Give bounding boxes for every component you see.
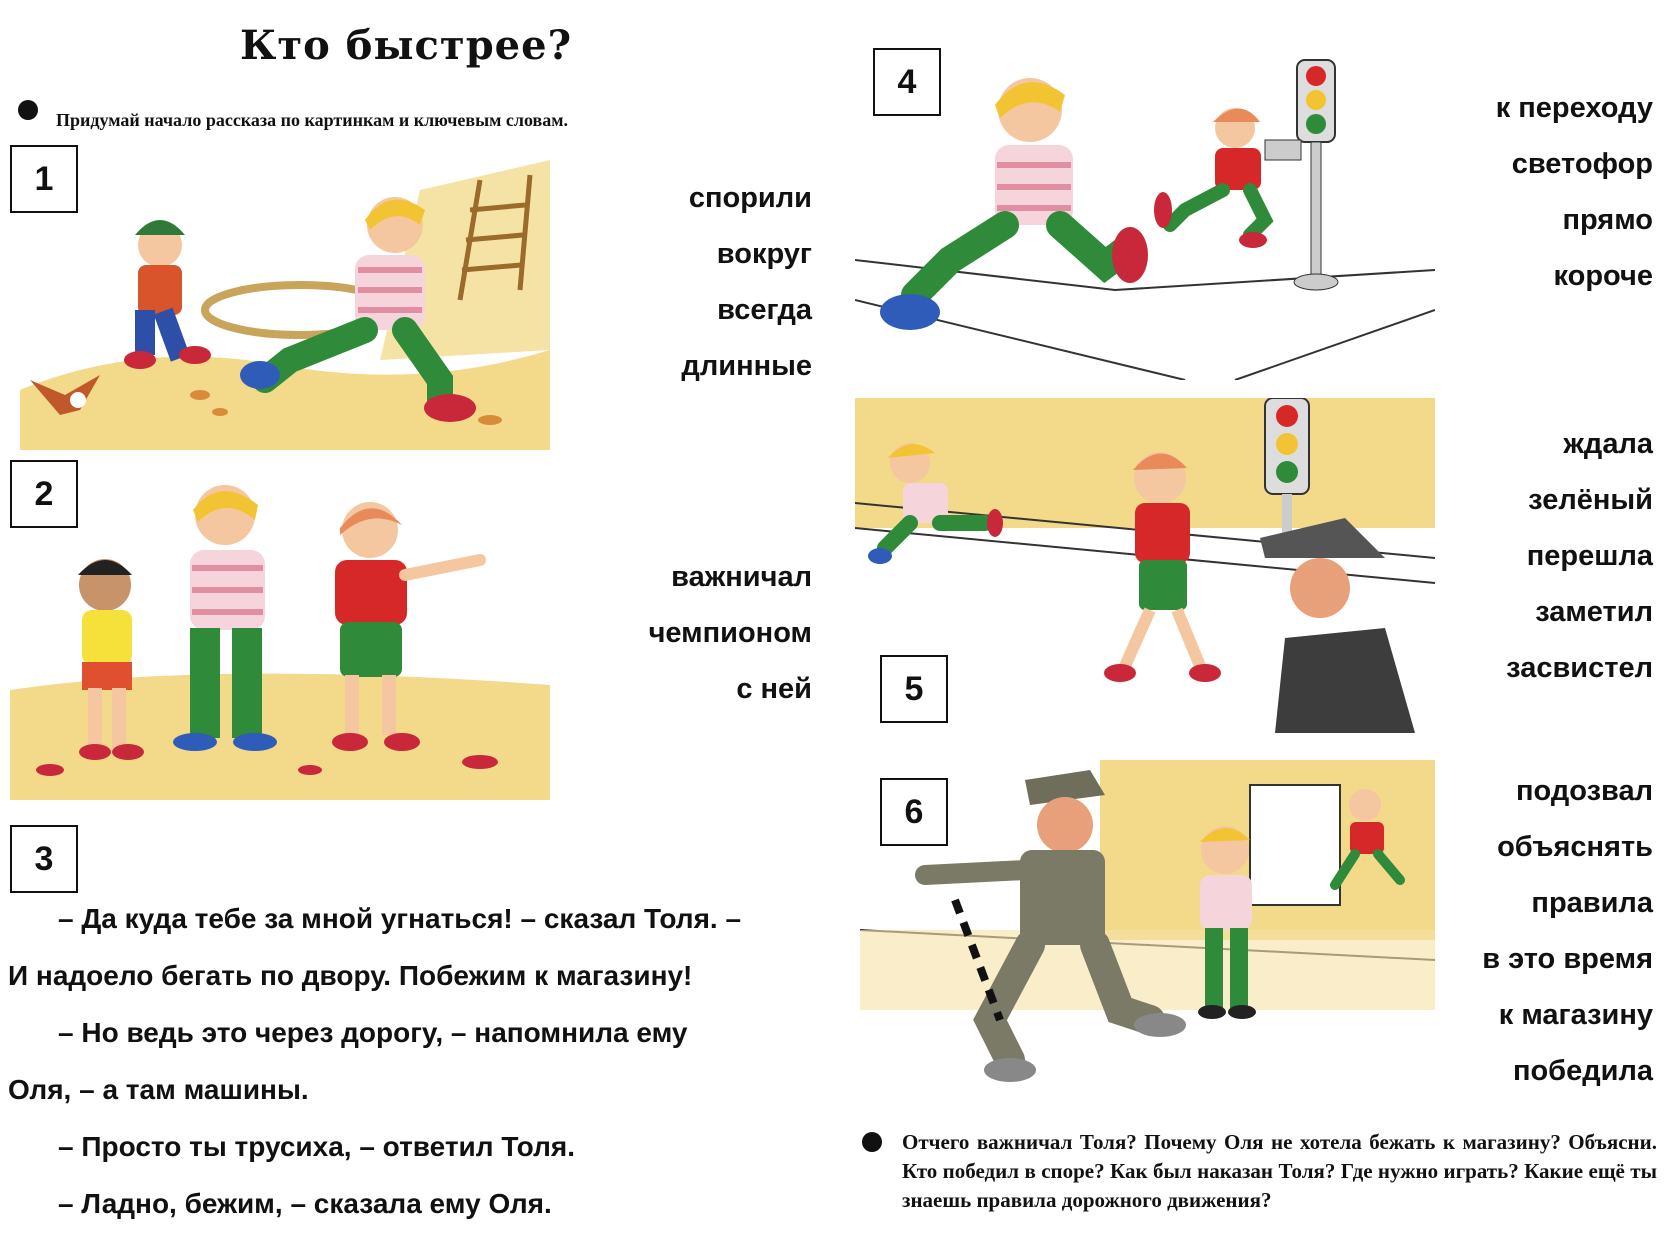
keyword: с ней: [736, 673, 812, 705]
story-line: – Но ведь это через дорогу, – напомнила ему: [58, 1017, 688, 1048]
story-line: И надоело бегать по двору. Побежим к магазину!: [8, 960, 693, 991]
keyword: длинные: [681, 350, 812, 382]
story-line: Оля, – а там машины.: [8, 1074, 309, 1105]
story-line: – Просто ты трусиха, – ответил Толя.: [58, 1131, 575, 1162]
keyword: важничал: [671, 561, 812, 593]
keyword: короче: [1553, 260, 1653, 292]
questions-text: Отчего важничал Толя? Почему Оля не хотела бежать к магазину? Объясни. Кто победил в споре? Как был наказан Толя? Где нужно играть? Какие ещё ты знаешь правила дорожного движения?: [902, 1130, 1657, 1212]
panel-number-5: 5: [880, 655, 948, 723]
keyword: к магазину: [1498, 999, 1653, 1031]
panel-number-2: 2: [10, 460, 78, 528]
instruction-text: Придумай начало рассказа по картинкам и ключевым словам.: [56, 110, 569, 130]
story-line: – Ладно, бежим, – сказала ему Оля.: [58, 1188, 552, 1219]
keyword: перешла: [1526, 540, 1653, 572]
keyword: всегда: [717, 294, 812, 326]
illustration-4: [855, 50, 1435, 380]
keyword: спорили: [688, 182, 812, 214]
illustration-1: [20, 150, 550, 450]
keyword: объяснять: [1497, 831, 1653, 863]
story-line: – Да куда тебе за мной угнаться! – сказал Толя. –: [58, 903, 742, 934]
keyword: вокруг: [716, 238, 812, 270]
keyword: подозвал: [1516, 775, 1653, 807]
keyword: прямо: [1562, 204, 1653, 236]
panel-number-4: 4: [873, 48, 941, 116]
keyword: чемпионом: [648, 617, 812, 649]
panel-number-6: 6: [880, 778, 948, 846]
panel-number-1: 1: [10, 145, 78, 213]
keyword: в это время: [1482, 943, 1653, 975]
keyword: засвистел: [1506, 652, 1653, 684]
keyword: зелёный: [1528, 484, 1653, 516]
keyword: светофор: [1511, 148, 1653, 180]
keyword: ждала: [1563, 428, 1653, 460]
illustration-2: [10, 480, 550, 800]
keyword: заметил: [1535, 596, 1653, 628]
keyword: победила: [1512, 1055, 1653, 1087]
page-title: Кто быстрее?: [240, 22, 572, 69]
keyword: к переходу: [1495, 92, 1653, 124]
story-text: [8, 890, 808, 1232]
keyword: правила: [1531, 887, 1653, 919]
panel-number-3: 3: [10, 825, 78, 893]
bullet-icon: [18, 100, 38, 120]
bullet-icon: [862, 1132, 882, 1152]
